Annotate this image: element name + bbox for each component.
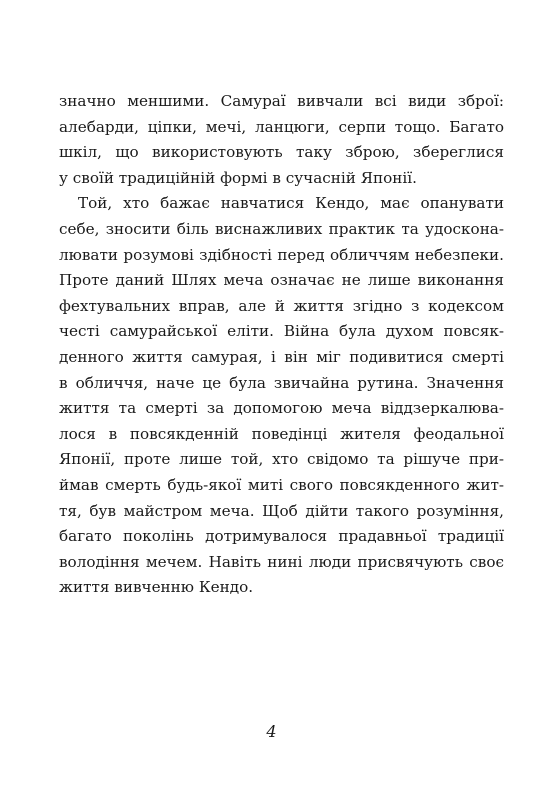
text-line: тя, був майстром меча. Щоб дійти такого розуміння, bbox=[59, 501, 504, 520]
text-line: Проте даний Шлях меча означає не лише виконання bbox=[59, 271, 504, 290]
text-line: лося в повсякденній поведінці жителя феодальної bbox=[59, 424, 504, 443]
text-line: Той, хто бажає навчатися Кендо, має опанувати bbox=[78, 194, 504, 213]
text-line: життя вивченню Кендо. bbox=[59, 578, 254, 597]
text-line: лювати розумові здібності перед обличчям небезпеки. bbox=[59, 245, 504, 264]
text-line: шкіл, що використовують таку зброю, збереглися bbox=[59, 143, 504, 162]
page-number: 4 bbox=[266, 722, 277, 741]
text-line: фехтувальних вправ, але й життя згідно з кодексом bbox=[59, 296, 504, 315]
text-line: у своїй традиційній формі в сучасній Японії. bbox=[59, 168, 417, 187]
text-line: себе, зносити біль виснажливих практик та удоскона- bbox=[59, 219, 504, 238]
text-line: життя та смерті за допомогою меча віддзеркалюва- bbox=[59, 399, 504, 418]
text-line: значно меншими. Самураї вивчали всі види зброї: bbox=[59, 92, 504, 110]
text-line: володіння мечем. Навіть нині люди присвячують своє bbox=[59, 552, 504, 571]
text-line: Японії, проте лише той, хто свідомо та рішуче при- bbox=[59, 450, 504, 469]
text-line: алебарди, ціпки, мечі, ланцюги, серпи тощо. Багато bbox=[59, 117, 504, 136]
text-line: багато поколінь дотримувалося прадавньої традиції bbox=[59, 527, 504, 546]
text-line: честі самурайської еліти. Війна була духом повсяк- bbox=[59, 322, 504, 341]
text-line: в обличчя, наче це була звичайна рутина. Значення bbox=[59, 373, 504, 392]
text-line: денного життя самурая, і він міг подивитися смерті bbox=[59, 347, 504, 366]
text-line: ймав смерть будь-якої миті свого повсякденного жит- bbox=[59, 475, 504, 494]
body-text bbox=[59, 89, 504, 601]
